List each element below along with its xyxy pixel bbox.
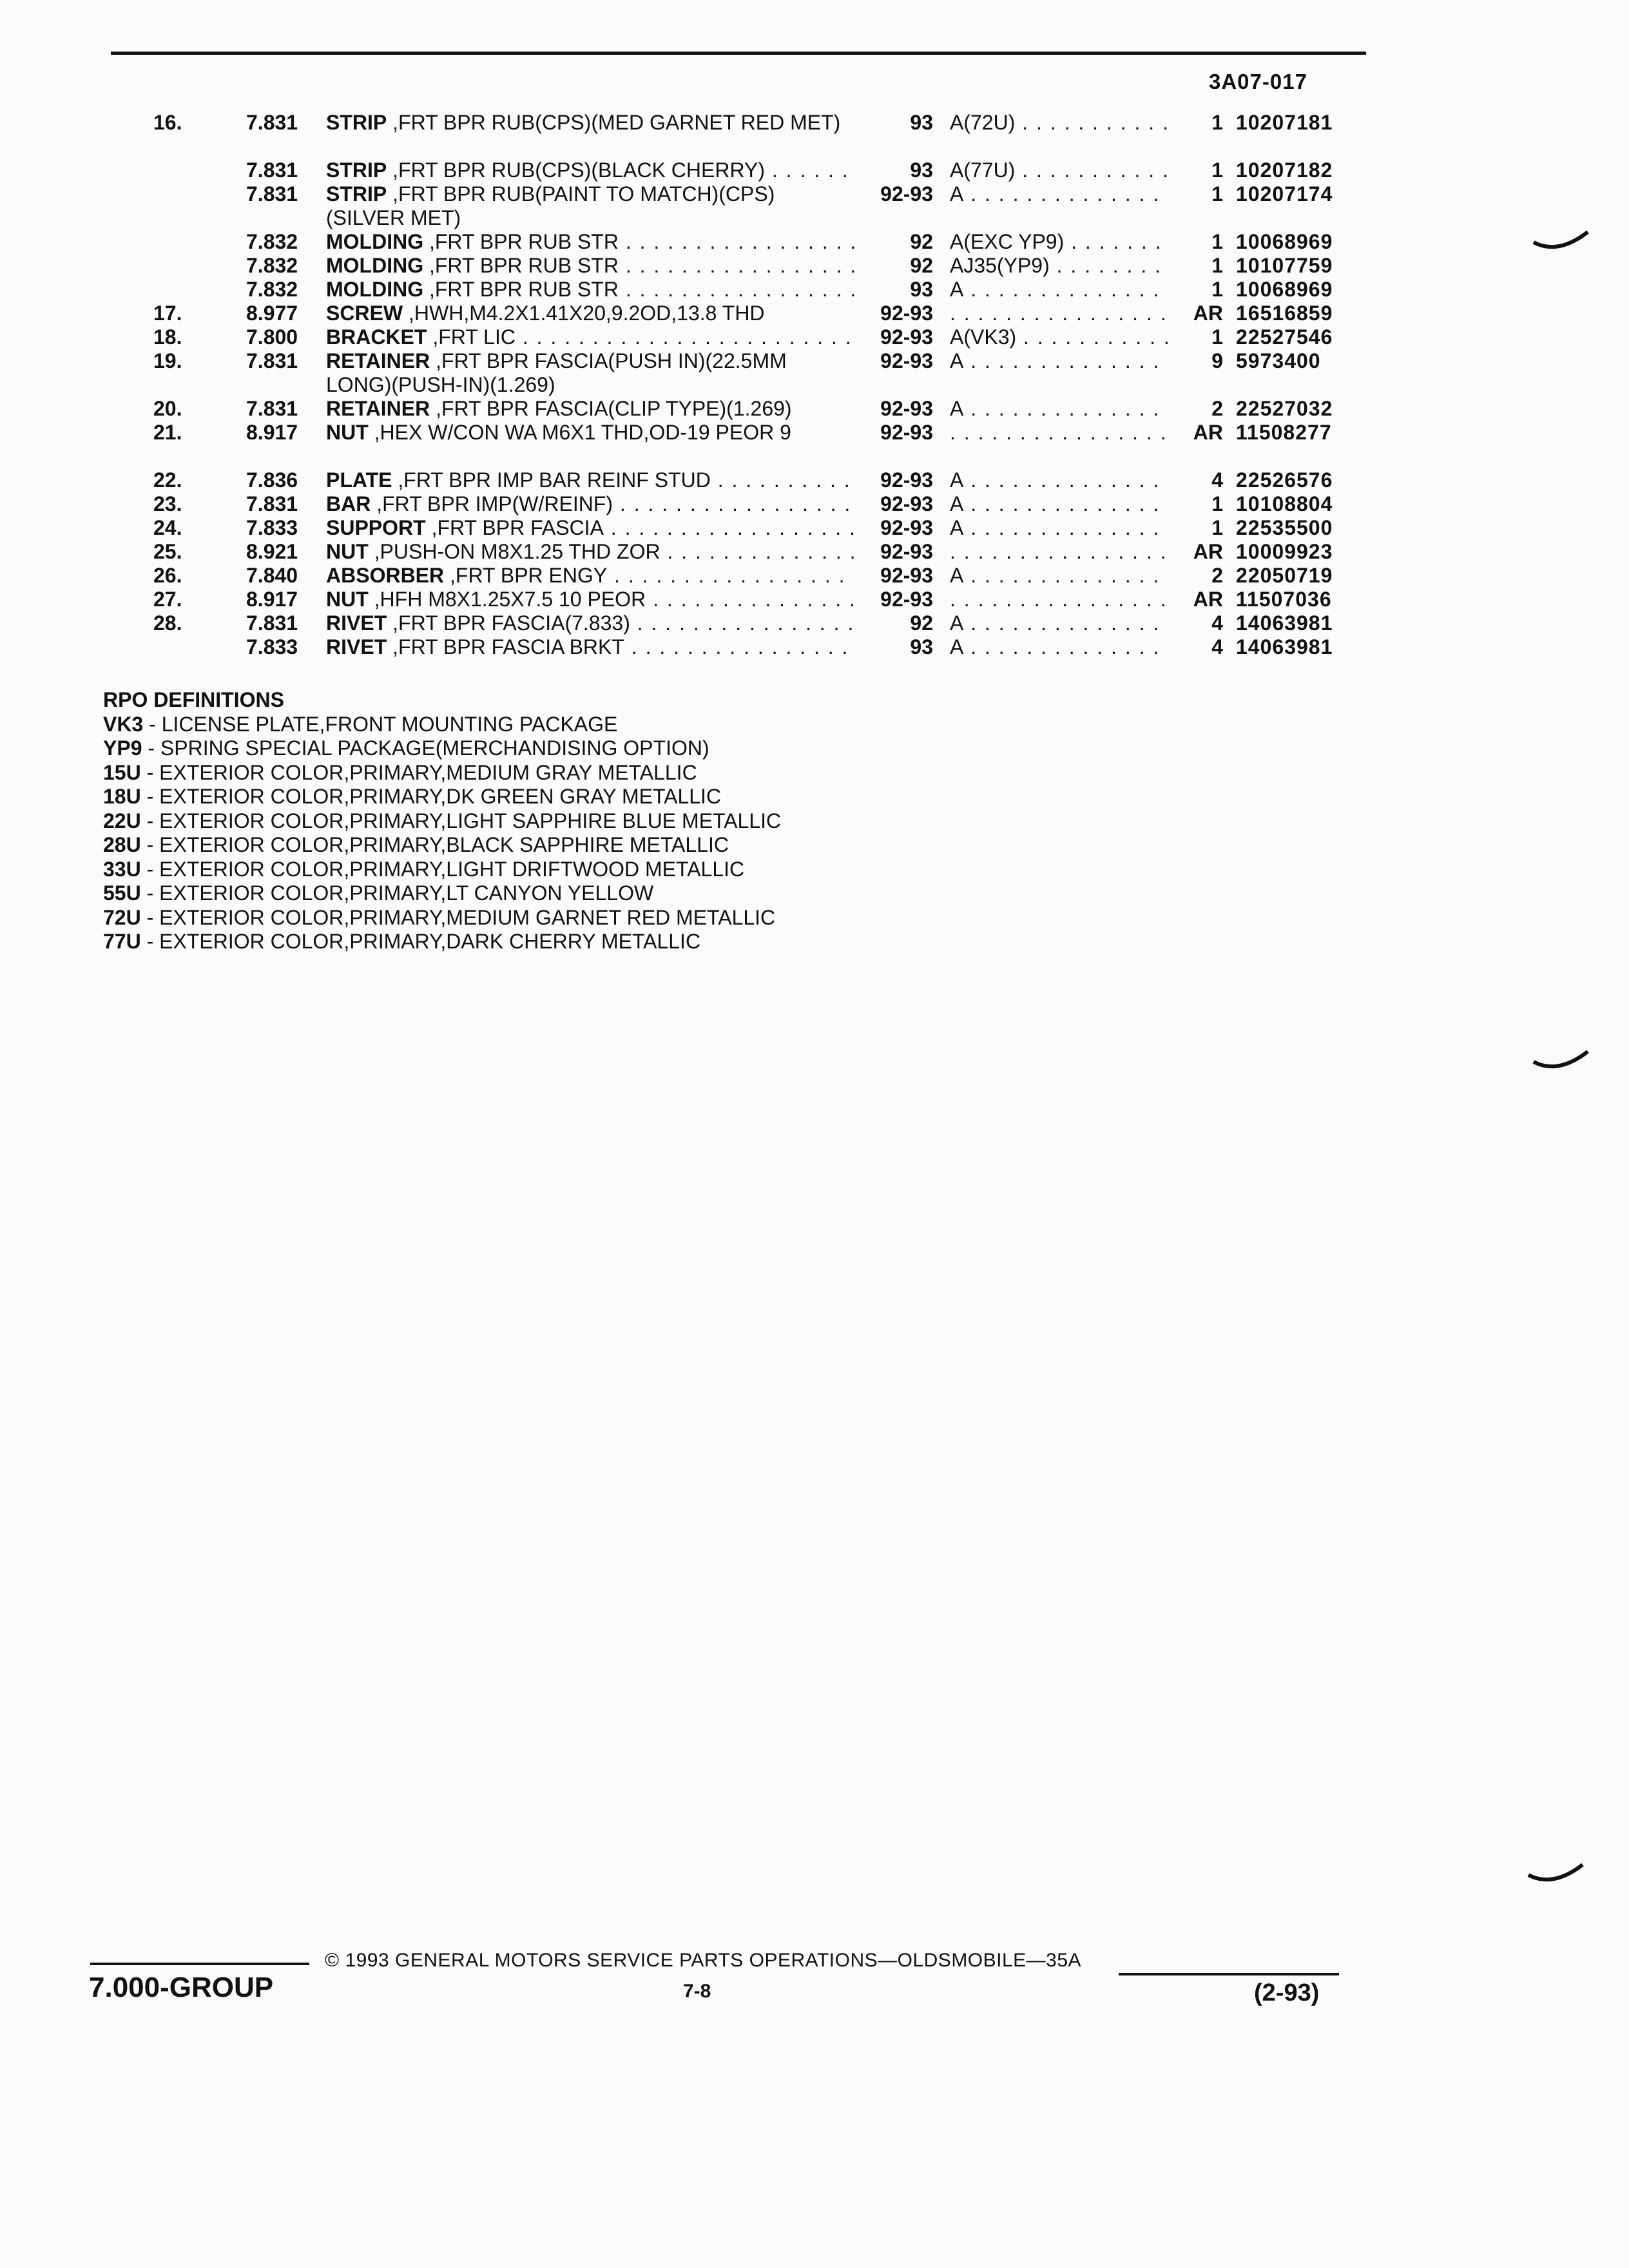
part-description (326, 397, 854, 421)
rpo-code: 72U (103, 905, 141, 929)
part-row (0, 111, 1629, 159)
rpo-item (103, 736, 781, 761)
part-description-text: ,FRT BPR RUB(CPS)(BLACK CHERRY) (387, 159, 765, 182)
item-number: 24. (153, 516, 182, 539)
part-name: BAR (326, 492, 371, 515)
part-description-text: ,HEX W/CON WA M6X1 THD,OD-19 PEOR 9 (368, 421, 791, 444)
part-row (0, 182, 1629, 230)
quantity: 1 (1211, 516, 1223, 539)
part-number: 11507036 (1236, 588, 1332, 611)
part-description-text: ,FRT BPR RUB STR (423, 254, 619, 277)
rpo-code: 15U (103, 760, 141, 784)
rpo-item (103, 858, 781, 882)
model-year: 93 (910, 278, 933, 301)
rpo-text: - EXTERIOR COLOR,PRIMARY,LT CANYON YELLOW (140, 881, 654, 905)
quantity: 4 (1211, 635, 1223, 658)
part-description-text: ,FRT BPR RUB(PAINT TO MATCH)(CPS) (SILVER MET) (326, 182, 775, 229)
group-number: 7.831 (246, 159, 298, 182)
part-number: 10068969 (1236, 278, 1333, 301)
part-name: STRIP (326, 159, 387, 182)
application: A . . . (950, 349, 1169, 373)
part-name: PLATE (326, 468, 392, 492)
part-row (0, 278, 1629, 302)
rpo-code: 22U (103, 809, 141, 832)
part-name: RETAINER (326, 397, 430, 420)
part-number: 10207174 (1236, 182, 1333, 206)
group-number: 7.831 (246, 349, 298, 372)
rpo-text: - EXTERIOR COLOR,PRIMARY,MEDIUM GARNET RED METALLIC (140, 905, 776, 929)
model-year: 92-93 (880, 492, 933, 515)
model-year: 93 (910, 111, 933, 134)
rpo-text: - LICENSE PLATE,FRONT MOUNTING PACKAGE (143, 712, 618, 736)
item-number: 16. (153, 111, 182, 134)
part-name: MOLDING (326, 254, 424, 277)
part-number: 16516859 (1236, 302, 1333, 325)
part-description-text: ,FRT BPR IMP BAR REINF STUD (392, 468, 711, 492)
rpo-text: - EXTERIOR COLOR,PRIMARY,DARK CHERRY METALLIC (140, 930, 701, 953)
part-description-text: ,FRT BPR FASCIA(PUSH IN)(22.5MM LONG)(PUSH-IN)(1.269) (326, 349, 787, 396)
part-description (326, 230, 854, 254)
rpo-item (103, 809, 781, 834)
part-description-text: ,HWH,M4.2X1.41X20,9.2OD,13.8 THD (403, 302, 765, 325)
rpo-text: - EXTERIOR COLOR,PRIMARY,MEDIUM GRAY METALLIC (140, 760, 697, 784)
model-year: 92-93 (880, 302, 933, 325)
model-year: 92-93 (880, 182, 933, 206)
quantity: AR (1193, 588, 1223, 611)
group-number: 7.833 (246, 635, 298, 658)
part-name: SUPPORT (326, 516, 426, 539)
rpo-item (103, 833, 781, 858)
part-description-text: ,FRT BPR FASCIA(CLIP TYPE)(1.269) (430, 397, 792, 420)
application: A . . . (950, 397, 1169, 421)
group-number: 7.831 (246, 492, 298, 515)
item-number: 22. (153, 468, 182, 492)
part-description (326, 278, 854, 302)
part-description (326, 111, 854, 135)
footer-copyright: © 1993 GENERAL MOTORS SERVICE PARTS OPERATIONS—OLDSMOBILE—35A (325, 1950, 1082, 1971)
part-number: 10107759 (1236, 254, 1333, 277)
part-description (326, 492, 854, 516)
part-row (0, 349, 1629, 397)
binder-hole-mark-icon (1532, 229, 1590, 255)
group-number: 8.917 (246, 588, 298, 611)
part-name: BRACKET (326, 325, 427, 349)
parts-list (0, 111, 1629, 659)
rpo-title: RPO DEFINITIONS (103, 688, 284, 711)
item-number: 26. (153, 564, 182, 587)
group-number: 7.832 (246, 278, 298, 301)
part-description (326, 588, 854, 611)
group-number: 7.831 (246, 111, 298, 134)
model-year: 92 (910, 230, 933, 253)
revision-date: (2-93) (1254, 1979, 1320, 2006)
application: A . . . (950, 611, 1169, 635)
quantity: 1 (1211, 111, 1223, 134)
page-number: 7-8 (683, 1981, 711, 2002)
part-row (0, 325, 1629, 349)
model-year: 93 (910, 159, 933, 182)
rpo-text: - EXTERIOR COLOR,PRIMARY,BLACK SAPPHIRE METALLIC (140, 833, 729, 856)
model-year: 92-93 (880, 349, 933, 372)
part-name: NUT (326, 421, 369, 444)
application: A . . . (950, 182, 1169, 206)
part-description-text: ,PUSH-ON M8X1.25 THD ZOR (368, 540, 660, 563)
quantity: 4 (1211, 468, 1223, 492)
part-row (0, 254, 1629, 278)
part-description (326, 468, 854, 492)
part-number: 14063981 (1236, 635, 1333, 658)
application: A . . . (950, 564, 1169, 588)
part-description (326, 302, 854, 325)
part-description (326, 325, 854, 349)
part-name: ABSORBER (326, 564, 445, 587)
part-row (0, 564, 1629, 588)
part-row (0, 302, 1629, 325)
part-description-text: ,FRT BPR FASCIA(7.833) (387, 611, 630, 635)
application (950, 540, 1169, 564)
rpo-definitions (103, 688, 781, 954)
group-number: 8.917 (246, 421, 298, 444)
top-rule (111, 52, 1366, 55)
application: A(77U) . . . (950, 159, 1169, 182)
part-number: 10207182 (1236, 159, 1333, 182)
part-row (0, 421, 1629, 468)
group-number: 7.832 (246, 254, 298, 277)
part-name: STRIP (326, 182, 387, 206)
application: A . . . (950, 278, 1169, 302)
group-number: 7.831 (246, 182, 298, 206)
part-number: 10207181 (1236, 111, 1333, 134)
footer-group: 7.000-GROUP (89, 1972, 274, 2003)
part-name: RIVET (326, 611, 387, 635)
part-number: 22050719 (1236, 564, 1333, 587)
rpo-item (103, 761, 781, 785)
application (950, 421, 1169, 445)
footer-rule-left (90, 1963, 309, 1965)
application (950, 588, 1169, 611)
model-year: 92-93 (880, 325, 933, 349)
rpo-code: VK3 (103, 712, 144, 736)
application: A(VK3) . . . (950, 325, 1169, 349)
rpo-code: 18U (103, 785, 141, 808)
model-year: 92-93 (880, 421, 933, 444)
rpo-text: - EXTERIOR COLOR,PRIMARY,DK GREEN GRAY METALLIC (140, 785, 722, 808)
part-description-text: ,FRT BPR FASCIA BRKT (387, 635, 624, 658)
part-description (326, 349, 854, 397)
footer-rule-right (1119, 1973, 1339, 1975)
group-number: 8.977 (246, 302, 298, 325)
part-name: RETAINER (326, 349, 430, 372)
application: A(EXC YP9) . . . (950, 230, 1169, 254)
part-description-text: ,FRT BPR FASCIA (425, 516, 604, 539)
part-number: 22527032 (1236, 397, 1333, 420)
part-name: SCREW (326, 302, 403, 325)
quantity: 1 (1211, 492, 1223, 515)
part-row (0, 492, 1629, 516)
rpo-code: 55U (103, 881, 141, 905)
quantity: 2 (1211, 397, 1223, 420)
part-description-text: ,HFH M8X1.25X7.5 10 PEOR (368, 588, 646, 611)
part-row (0, 516, 1629, 540)
rpo-text: - SPRING SPECIAL PACKAGE(MERCHANDISING OPTION) (142, 736, 709, 760)
part-name: MOLDING (326, 278, 424, 301)
part-number: 22526576 (1236, 468, 1333, 492)
item-number: 23. (153, 492, 182, 515)
part-number: 10009923 (1236, 540, 1333, 563)
application: A(72U) . . . (950, 111, 1169, 135)
rpo-list (103, 713, 781, 954)
group-number: 7.832 (246, 230, 298, 253)
part-name: STRIP (326, 111, 387, 134)
part-name: NUT (326, 540, 369, 563)
group-number: 7.840 (246, 564, 298, 587)
part-description-text: ,FRT BPR RUB STR (423, 278, 619, 301)
rpo-item (103, 881, 781, 906)
application: AJ35(YP9) . . . (950, 254, 1169, 278)
application: A . . . (950, 635, 1169, 659)
rpo-text: - EXTERIOR COLOR,PRIMARY,LIGHT DRIFTWOOD METALLIC (140, 857, 745, 881)
quantity: 1 (1211, 278, 1223, 301)
group-number: 8.921 (246, 540, 298, 563)
part-name: NUT (326, 588, 369, 611)
quantity: 9 (1211, 349, 1223, 372)
item-number: 18. (153, 325, 182, 349)
application: A . . . (950, 492, 1169, 516)
part-number: 10108804 (1236, 492, 1333, 515)
rpo-code: 28U (103, 833, 141, 856)
part-description (326, 635, 854, 659)
part-description-text: ,FRT LIC (427, 325, 516, 349)
model-year: 92 (910, 611, 933, 635)
part-row (0, 635, 1629, 659)
quantity: 1 (1211, 325, 1223, 349)
part-row (0, 230, 1629, 254)
part-name: MOLDING (326, 230, 424, 253)
rpo-code: 33U (103, 857, 141, 881)
rpo-code: YP9 (103, 736, 142, 760)
quantity: 1 (1211, 254, 1223, 277)
part-row (0, 540, 1629, 564)
part-row (0, 468, 1629, 492)
part-name: RIVET (326, 635, 387, 658)
part-number: 11508277 (1236, 421, 1332, 444)
part-description (326, 564, 854, 588)
model-year: 92 (910, 254, 933, 277)
part-description (326, 540, 854, 564)
part-row (0, 397, 1629, 421)
binder-hole-mark-icon (1527, 1862, 1585, 1888)
part-description-text: ,FRT BPR RUB STR (423, 230, 619, 253)
group-number: 7.836 (246, 468, 298, 492)
quantity: AR (1193, 421, 1223, 444)
item-number: 28. (153, 611, 182, 635)
group-number: 7.831 (246, 397, 298, 420)
quantity: 1 (1211, 159, 1223, 182)
part-number: 22535500 (1236, 516, 1333, 539)
model-year: 92-93 (880, 564, 933, 587)
part-row (0, 588, 1629, 611)
rpo-text: - EXTERIOR COLOR,PRIMARY,LIGHT SAPPHIRE BLUE METALLIC (140, 809, 782, 832)
group-number: 7.800 (246, 325, 298, 349)
quantity: 1 (1211, 182, 1223, 206)
part-description (326, 182, 854, 230)
model-year: 92-93 (880, 540, 933, 563)
part-number: 5973400 (1236, 349, 1321, 372)
model-year: 92-93 (880, 588, 933, 611)
item-number: 17. (153, 302, 182, 325)
quantity: 2 (1211, 564, 1223, 587)
application: A . . . (950, 516, 1169, 540)
item-number: 27. (153, 588, 182, 611)
item-number: 19. (153, 349, 182, 372)
rpo-item (103, 930, 781, 954)
item-number: 21. (153, 421, 182, 444)
item-number: 20. (153, 397, 182, 420)
page-code: 3A07-017 (1209, 70, 1307, 93)
part-description-text: ,FRT BPR RUB(CPS)(MED GARNET RED MET) (387, 111, 841, 134)
item-number: 25. (153, 540, 182, 563)
model-year: 92-93 (880, 468, 933, 492)
part-description-text: ,FRT BPR IMP(W/REINF) (371, 492, 613, 515)
binder-hole-mark-icon (1532, 1049, 1590, 1075)
part-description (326, 254, 854, 278)
quantity: AR (1193, 540, 1223, 563)
part-description-text: ,FRT BPR ENGY (444, 564, 608, 587)
part-row (0, 611, 1629, 635)
application (950, 302, 1169, 325)
part-description (326, 611, 854, 635)
part-description (326, 421, 854, 445)
group-number: 7.831 (246, 611, 298, 635)
rpo-item (103, 906, 781, 930)
part-description (326, 159, 854, 182)
group-number: 7.833 (246, 516, 298, 539)
quantity: 1 (1211, 230, 1223, 253)
model-year: 93 (910, 635, 933, 658)
part-number: 14063981 (1236, 611, 1333, 635)
quantity: 4 (1211, 611, 1223, 635)
application: A . . . (950, 468, 1169, 492)
part-number: 10068969 (1236, 230, 1333, 253)
rpo-item (103, 785, 781, 809)
model-year: 92-93 (880, 397, 933, 420)
model-year: 92-93 (880, 516, 933, 539)
part-number: 22527546 (1236, 325, 1333, 349)
rpo-item (103, 713, 781, 737)
rpo-code: 77U (103, 930, 141, 953)
quantity: AR (1193, 302, 1223, 325)
part-row (0, 159, 1629, 182)
part-description (326, 516, 854, 540)
